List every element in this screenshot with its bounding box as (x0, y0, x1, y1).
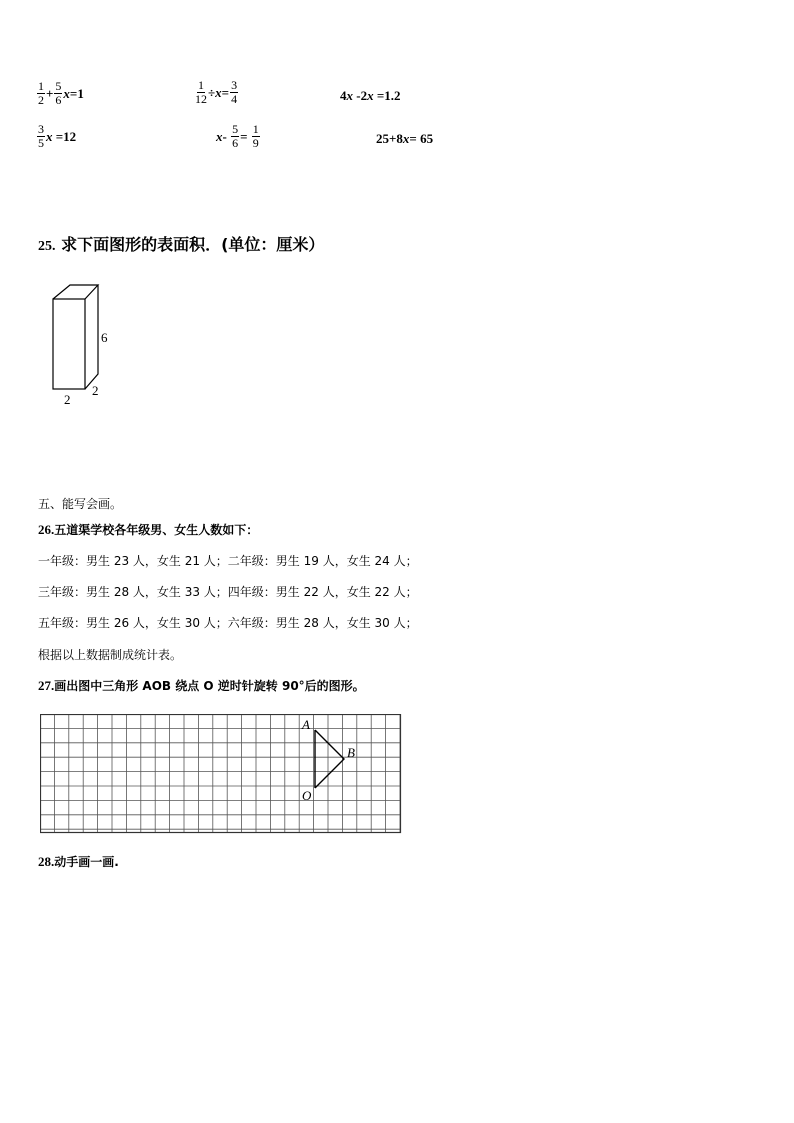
fraction: $\frac{1}{9}$ (252, 122, 259, 150)
point-o-label: O (302, 788, 312, 803)
fraction: $\frac{3}{4}$ (231, 78, 238, 106)
equation-1: $\frac{1}{2}$ + $\frac{5}{6}$ x =1 (38, 79, 84, 107)
equation-6: 25+8 x = 65 (376, 131, 434, 146)
cuboid-side-face (85, 285, 98, 389)
question-28-title: 28.动手画一画. (38, 854, 119, 869)
question-25-title: 25. 求下面图形的表面积．(单位：厘米） (38, 235, 325, 254)
cuboid-front-face (53, 299, 85, 389)
equation-2: $\frac{1}{12}$ ÷ x = $\frac{3}{4}$ (195, 78, 238, 106)
triangle-aob (315, 730, 344, 788)
equation-3: 4 x -2 x =1.2 (340, 88, 401, 103)
fraction: $\frac{1}{12}$ (195, 78, 207, 106)
section-5-title: 五、能写会画。 (38, 497, 123, 511)
cuboid-figure (40, 278, 130, 413)
q26-line-1: 一年级：男生 23 人，女生 21 人；二年级：男生 19 人，女生 24 人； (38, 554, 418, 568)
equation-4: $\frac{3}{5}$ x =12 (38, 122, 77, 150)
cuboid-depth-label: 2 (92, 383, 99, 398)
equation-5: x - $\frac{5}{6}$ = $\frac{1}{9}$ (216, 122, 259, 150)
cuboid-width-label: 2 (64, 392, 71, 407)
point-a-label: A (302, 717, 310, 732)
q26-line-2: 三年级：男生 28 人，女生 33 人；四年级：男生 22 人，女生 22 人； (38, 585, 418, 599)
point-b-label: B (347, 745, 355, 760)
cuboid-height-label: 6 (101, 330, 108, 345)
rotation-grid (40, 714, 402, 834)
fraction: $\frac{3}{5}$ (38, 122, 44, 150)
fraction: $\frac{1}{2}$ (38, 79, 44, 107)
question-26-title: 26.五道渠学校各年级男、女生人数如下： (38, 522, 259, 537)
fraction: $\frac{5}{6}$ (232, 122, 239, 150)
q26-footer: 根据以上数据制成统计表。 (38, 648, 183, 662)
cuboid-top-face (53, 285, 98, 299)
fraction: $\frac{5}{6}$ (55, 79, 62, 107)
q26-line-3: 五年级：男生 26 人，女生 30 人；六年级：男生 28 人，女生 30 人； (38, 616, 418, 630)
question-27-title: 27.画出图中三角形 AOB 绕点 O 逆时针旋转 90°后的图形。 (38, 678, 365, 693)
